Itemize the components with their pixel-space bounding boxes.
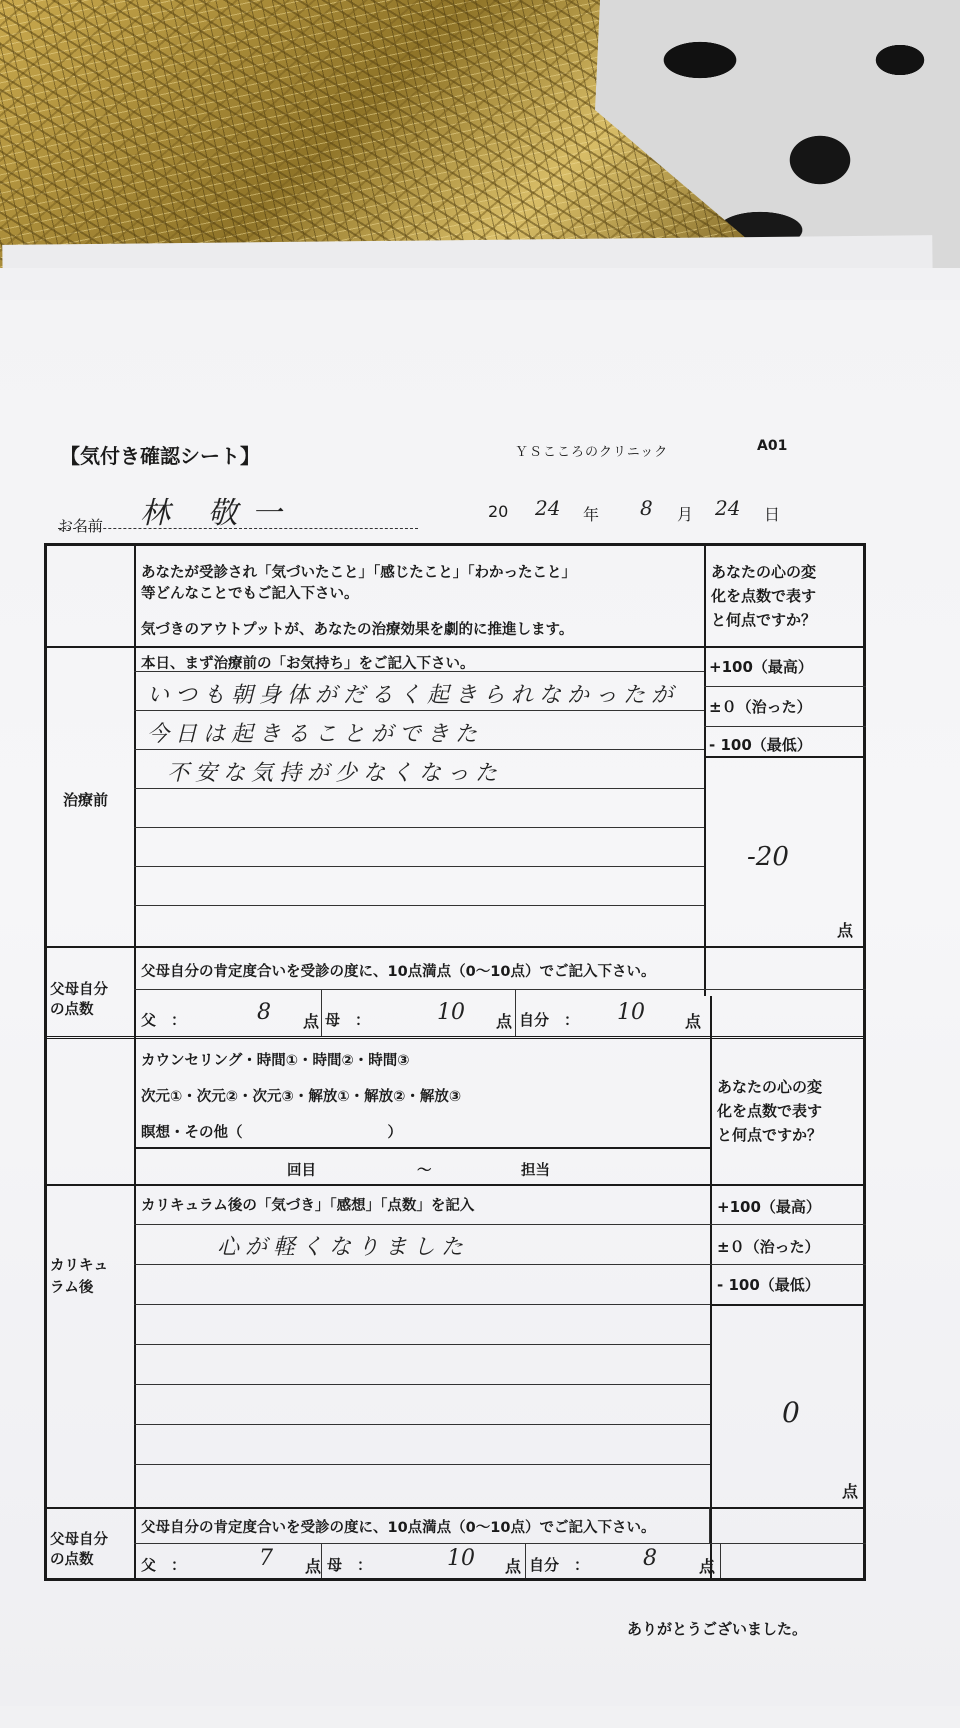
year-prefix: 20 <box>488 502 509 521</box>
mother-unit-1: 点 <box>496 1012 513 1031</box>
father-unit-1: 点 <box>303 1012 320 1031</box>
writing-line <box>134 1344 710 1345</box>
writing-line <box>134 710 704 711</box>
writing-line <box>134 1464 710 1465</box>
self-label-1: 自分 ： <box>519 1011 580 1029</box>
staff-label: 担当 <box>521 1163 550 1179</box>
writing-line <box>134 749 704 750</box>
intro-line-1: あなたが受診され「気づいたこと」「感じたこと」「わかったこと」 <box>141 565 576 581</box>
row-line <box>134 1147 710 1149</box>
cell-divider <box>321 989 322 1036</box>
after-label-1: カリキュ <box>50 1258 108 1274</box>
row-line <box>47 646 866 648</box>
writing-line <box>134 1224 710 1225</box>
curriculum-line-3: 瞑想・その他（ ） <box>141 1125 402 1141</box>
father-label-2: 父 ： <box>141 1556 187 1574</box>
writing-line <box>134 1264 710 1265</box>
cell-divider <box>709 1507 710 1543</box>
row-line <box>134 1543 866 1544</box>
self-score-1[interactable]: 10 <box>617 1000 645 1025</box>
writing-line <box>134 1304 710 1305</box>
count-label: 回目 <box>287 1163 316 1179</box>
scale-line <box>710 1304 866 1306</box>
writing-line <box>134 905 704 906</box>
thanks-message: ありがとうございました。 <box>627 1620 808 1638</box>
parents-label-4: の点数 <box>50 1552 94 1568</box>
before-note-line-1[interactable]: いつも朝身体がだるく起きられなかったが <box>147 683 680 708</box>
parents-prompt-2: 父母自分の肯定度合いを受診の度に、10点満点（0〜10点）でご記入下さい。 <box>141 1520 656 1536</box>
intro-line-2: 等どんなことでもご記入下さい。 <box>141 586 359 602</box>
curriculum-right-3: と何点ですか？ <box>717 1126 823 1144</box>
self-unit-2: 点 <box>699 1557 716 1576</box>
scale-zero-2: ±０（治った） <box>717 1238 820 1256</box>
cell-divider <box>720 1543 721 1578</box>
scale-min: - 100（最低） <box>709 736 812 754</box>
name-label: お名前 <box>58 517 104 535</box>
after-prompt: カリキュラム後の「気づき」「感想」「点数」を記入 <box>141 1198 475 1214</box>
scale-line <box>704 756 866 758</box>
row-line <box>47 946 866 948</box>
mother-score-2[interactable]: 10 <box>447 1546 475 1571</box>
intro-right-1: あなたの心の変 <box>711 563 817 581</box>
form-code: A01 <box>757 438 788 454</box>
parents-label-2: の点数 <box>50 1002 94 1018</box>
after-label-2: ラム後 <box>50 1280 94 1296</box>
cell-divider <box>525 1543 526 1578</box>
year-value[interactable]: 24 <box>535 496 561 520</box>
writing-line <box>134 788 704 789</box>
year-label: 年 <box>583 505 600 524</box>
writing-line <box>134 866 704 867</box>
self-label-2: 自分 ： <box>529 1556 590 1574</box>
cell-divider <box>321 1543 322 1578</box>
scale-zero: ±０（治った） <box>709 698 812 716</box>
intro-line-3: 気づきのアウトプットが、あなたの治療効果を劇的に推進します。 <box>141 622 574 638</box>
writing-line <box>134 1424 710 1425</box>
before-score-value[interactable]: -20 <box>747 842 789 872</box>
cell-divider <box>515 989 516 1036</box>
day-label: 日 <box>764 505 781 524</box>
month-value[interactable]: 8 <box>640 496 653 520</box>
row-line <box>47 1184 866 1186</box>
before-score-unit: 点 <box>837 921 854 940</box>
scale-min-2: - 100（最低） <box>717 1276 820 1294</box>
mother-score-1[interactable]: 10 <box>437 1000 465 1025</box>
scale-line <box>704 726 866 727</box>
self-unit-1: 点 <box>685 1012 702 1031</box>
parents-prompt-1: 父母自分の肯定度合いを受診の度に、10点満点（0〜10点）でご記入下さい。 <box>141 964 656 980</box>
scale-line <box>710 1224 866 1225</box>
father-score-2[interactable]: 7 <box>259 1546 273 1571</box>
scale-max-2: +100（最高） <box>717 1198 821 1216</box>
right-column-divider-top <box>704 546 706 996</box>
row-line <box>47 1036 866 1039</box>
writing-line <box>134 827 704 828</box>
scale-line <box>704 686 866 687</box>
name-value[interactable]: 林 敬一 <box>140 496 296 531</box>
curriculum-line-1: カウンセリング・時間①・時間②・時間③ <box>141 1053 410 1069</box>
self-score-2[interactable]: 8 <box>643 1546 657 1571</box>
father-label-1: 父 ： <box>141 1011 187 1029</box>
before-note-line-3[interactable]: 不安な気持が少なくなった <box>167 761 504 786</box>
father-unit-2: 点 <box>305 1557 322 1576</box>
form-table <box>44 543 866 1581</box>
before-note-line-2[interactable]: 今日は起きることができた <box>147 722 484 747</box>
day-value[interactable]: 24 <box>715 496 741 520</box>
row-line <box>134 989 866 990</box>
form-title: 【気付き確認シート】 <box>60 444 260 468</box>
mother-label-2: 母 ： <box>327 1556 373 1574</box>
month-label: 月 <box>677 505 694 524</box>
intro-right-2: 化を点数で表す <box>711 587 817 605</box>
before-prompt: 本日、まず治療前の「お気持ち」をご記入下さい。 <box>141 656 475 672</box>
curriculum-line-2: 次元①・次元②・次元③・解放①・解放②・解放③ <box>141 1089 462 1105</box>
mother-label-1: 母 ： <box>325 1011 371 1029</box>
father-score-1[interactable]: 8 <box>257 1000 271 1025</box>
parents-label-3: 父母自分 <box>50 1532 108 1548</box>
parents-label-1: 父母自分 <box>50 982 108 998</box>
after-score-unit: 点 <box>842 1482 859 1501</box>
before-section-label: 治療前 <box>63 791 109 809</box>
mother-unit-2: 点 <box>505 1557 522 1576</box>
right-column-divider-bottom <box>710 996 712 1578</box>
curriculum-right-2: 化を点数で表す <box>717 1102 823 1120</box>
clinic-name: ＹＳこころのクリニック <box>515 445 669 460</box>
scale-max: +100（最高） <box>709 658 813 676</box>
scale-line <box>710 1264 866 1265</box>
range-tilde: 〜 <box>417 1163 432 1179</box>
intro-right-3: と何点ですか？ <box>711 611 817 629</box>
after-note-line-1[interactable]: 心が軽くなりました <box>217 1235 470 1260</box>
curriculum-right-1: あなたの心の変 <box>717 1078 823 1096</box>
writing-line <box>134 1384 710 1385</box>
after-score-value[interactable]: 0 <box>782 1396 800 1429</box>
row-line <box>47 1507 866 1509</box>
